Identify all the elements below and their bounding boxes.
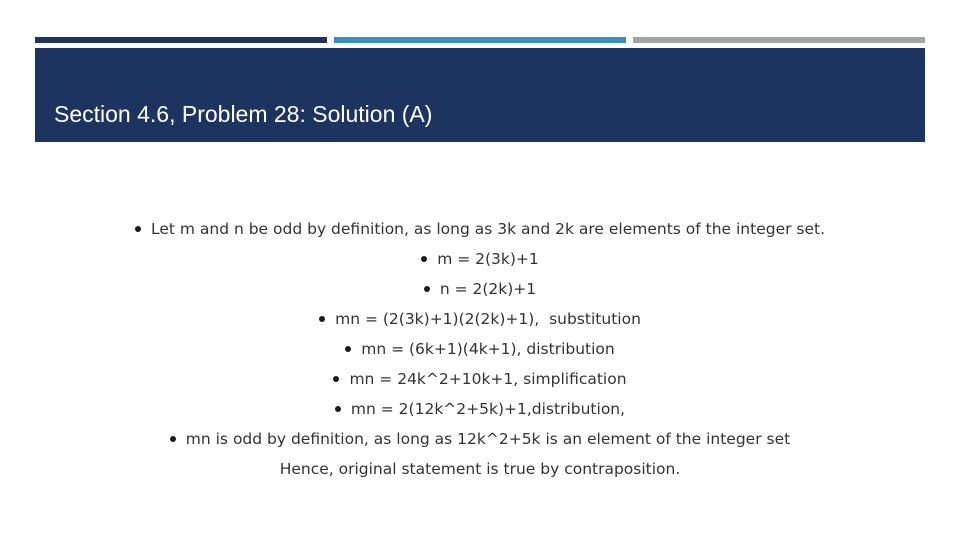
list-item <box>0 334 960 364</box>
list-item-text: mn = (2(3k)+1)(2(2k)+1), substitution <box>335 310 641 328</box>
bullet-dot-icon <box>135 226 141 232</box>
accent-bar-teal <box>334 37 626 43</box>
list-item <box>0 244 960 274</box>
accent-bar-gray <box>633 37 925 43</box>
list-item-text: n = 2(2k)+1 <box>439 280 537 298</box>
list-item <box>0 394 960 424</box>
list-item <box>0 274 960 304</box>
list-item-text: mn = 24k^2+10k+1, simplification <box>349 370 627 388</box>
bullet-dot-icon <box>345 346 351 352</box>
list-item <box>0 364 960 394</box>
slide-title: Section 4.6, Problem 28: Solution (A) <box>54 101 433 127</box>
list-item-text: mn = (6k+1)(4k+1), distribution <box>361 340 615 358</box>
list-item <box>0 304 960 334</box>
bullet-dot-icon <box>335 406 341 412</box>
list-item-text: mn is odd by definition, as long as 12k^2+5k is an element of the integer set <box>185 430 791 448</box>
bullet-dot-icon <box>170 436 176 442</box>
list-item-text: m = 2(3k)+1 <box>437 250 539 268</box>
slide-body <box>0 214 960 484</box>
bullet-dot-icon <box>333 376 339 382</box>
list-item-text: mn = 2(12k^2+5k)+1,distribution, <box>350 400 626 418</box>
accent-bar-dark <box>35 37 327 43</box>
bullet-dot-icon <box>319 316 325 322</box>
list-item <box>0 214 960 244</box>
conclusion-text: Hence, original statement is true by contraposition. <box>279 460 681 478</box>
bullet-dot-icon <box>424 286 430 292</box>
list-item-text: Let m and n be odd by definition, as long as 3k and 2k are elements of the integer set. <box>150 220 826 238</box>
bullet-dot-icon <box>421 256 427 262</box>
list-item <box>0 424 960 454</box>
title-band <box>35 48 925 142</box>
conclusion-line <box>0 454 960 484</box>
